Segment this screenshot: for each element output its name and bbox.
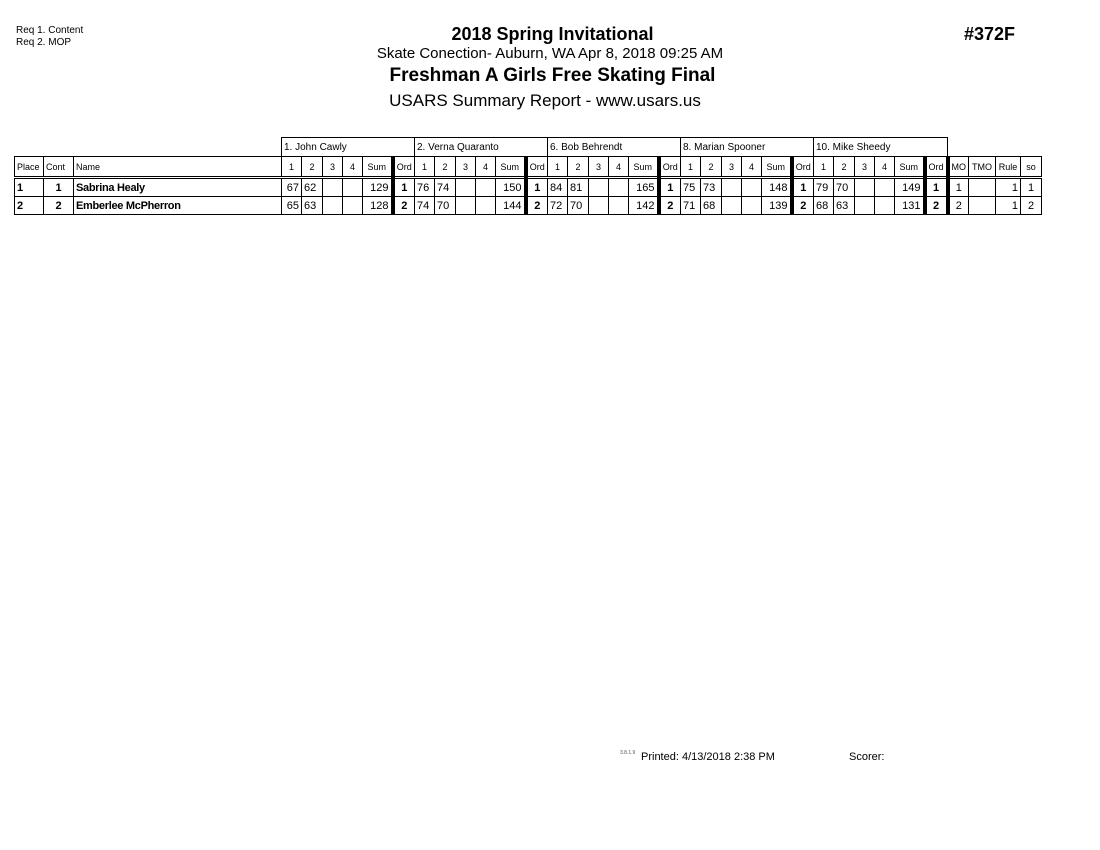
score-1: 76 — [415, 178, 435, 197]
header-score-2: 2 — [302, 157, 323, 178]
skater-name: Sabrina Healy — [74, 178, 282, 197]
judge-3-name: 6. Bob Behrendt — [548, 138, 681, 157]
event-code: #372F — [964, 24, 1016, 44]
score-1: 68 — [814, 197, 834, 215]
header-rule: Rule — [996, 157, 1021, 178]
score-ord: 2 — [659, 197, 681, 215]
header-score-2: 2 — [435, 157, 456, 178]
header-ord: Ord — [393, 157, 415, 178]
score-4 — [609, 197, 629, 215]
score-2: 81 — [568, 178, 589, 197]
judge-5-name: 10. Mike Sheedy — [814, 138, 948, 157]
header-score-4: 4 — [343, 157, 363, 178]
score-ord: 2 — [792, 197, 814, 215]
header-score-3: 3 — [589, 157, 609, 178]
score-3 — [722, 178, 742, 197]
judge-1-name: 1. John Cawly — [282, 138, 415, 157]
score-3 — [323, 197, 343, 215]
header-ord: Ord — [792, 157, 814, 178]
score-1: 79 — [814, 178, 834, 197]
header-cont: Cont — [44, 157, 74, 178]
judge-name-row — [15, 138, 1042, 157]
header-tmo: TMO — [969, 157, 996, 178]
header-ord: Ord — [925, 157, 948, 178]
score-2: 70 — [834, 178, 855, 197]
score-sum: 131 — [895, 197, 925, 215]
score-1: 65 — [282, 197, 302, 215]
score-ord: 1 — [659, 178, 681, 197]
header-score-4: 4 — [742, 157, 762, 178]
header-sum: Sum — [363, 157, 393, 178]
header-so: so — [1021, 157, 1042, 178]
score-3 — [456, 178, 476, 197]
score-4 — [476, 197, 496, 215]
cont-cell: 2 — [44, 197, 74, 215]
score-sum: 149 — [895, 178, 925, 197]
score-2: 70 — [568, 197, 589, 215]
requirement-2: Req 2. MOP — [16, 37, 72, 48]
score-4 — [343, 197, 363, 215]
header-mo: MO — [948, 157, 969, 178]
so-cell: 1 — [1021, 178, 1042, 197]
place-cell: 1 — [15, 178, 44, 197]
header-ord: Ord — [659, 157, 681, 178]
score-1: 84 — [548, 178, 568, 197]
judge-2-name: 2. Verna Quaranto — [415, 138, 548, 157]
score-sum: 148 — [762, 178, 792, 197]
score-sum: 129 — [363, 178, 393, 197]
header-score-2: 2 — [568, 157, 589, 178]
score-4 — [476, 178, 496, 197]
score-sum: 150 — [496, 178, 526, 197]
score-4 — [742, 197, 762, 215]
venue-line: Skate Conection- Auburn, WA Apr 8, 2018 09:25 AM — [376, 45, 724, 62]
header-score-1: 1 — [548, 157, 568, 178]
score-1: 71 — [681, 197, 701, 215]
skater-name: Emberlee McPherron — [74, 197, 282, 215]
header-sum: Sum — [629, 157, 659, 178]
header-score-1: 1 — [814, 157, 834, 178]
score-ord: 1 — [526, 178, 548, 197]
score-3 — [589, 197, 609, 215]
score-sum: 165 — [629, 178, 659, 197]
score-1: 75 — [681, 178, 701, 197]
score-sum: 142 — [629, 197, 659, 215]
score-2: 62 — [302, 178, 323, 197]
version-label: 3.8.1.9 — [620, 750, 636, 756]
header-score-2: 2 — [701, 157, 722, 178]
header-ord: Ord — [526, 157, 548, 178]
score-2: 74 — [435, 178, 456, 197]
score-4 — [343, 178, 363, 197]
score-3 — [855, 178, 875, 197]
event-name: Freshman A Girls Free Skating Final — [389, 65, 716, 86]
printed-timestamp: Printed: 4/13/2018 2:38 PM — [641, 751, 775, 763]
score-3 — [323, 178, 343, 197]
rule-cell: 1 — [996, 178, 1021, 197]
score-sum: 144 — [496, 197, 526, 215]
header-score-3: 3 — [855, 157, 875, 178]
score-4 — [609, 178, 629, 197]
score-4 — [875, 197, 895, 215]
header-score-3: 3 — [456, 157, 476, 178]
header-sum: Sum — [762, 157, 792, 178]
score-1: 67 — [282, 178, 302, 197]
scorer-label: Scorer: — [849, 751, 885, 763]
judge-4-name: 8. Marian Spooner — [681, 138, 814, 157]
score-3 — [855, 197, 875, 215]
score-2: 73 — [701, 178, 722, 197]
score-ord: 2 — [925, 197, 948, 215]
header-score-1: 1 — [282, 157, 302, 178]
tmo-cell — [969, 178, 996, 197]
report-title: 2018 Spring Invitational — [451, 24, 654, 44]
score-1: 72 — [548, 197, 568, 215]
score-ord: 1 — [393, 178, 415, 197]
score-4 — [875, 178, 895, 197]
header-score-4: 4 — [875, 157, 895, 178]
score-3 — [589, 178, 609, 197]
table-row — [15, 178, 1042, 197]
mo-cell: 1 — [948, 178, 969, 197]
score-3 — [722, 197, 742, 215]
mo-cell: 2 — [948, 197, 969, 215]
cont-cell: 1 — [44, 178, 74, 197]
score-2: 70 — [435, 197, 456, 215]
table-row — [15, 197, 1042, 215]
score-ord: 2 — [393, 197, 415, 215]
header-score-1: 1 — [415, 157, 435, 178]
score-ord: 1 — [925, 178, 948, 197]
score-ord: 2 — [526, 197, 548, 215]
score-1: 74 — [415, 197, 435, 215]
score-ord: 1 — [792, 178, 814, 197]
header-sum: Sum — [496, 157, 526, 178]
header-score-3: 3 — [722, 157, 742, 178]
header-sum: Sum — [895, 157, 925, 178]
score-sum: 139 — [762, 197, 792, 215]
score-2: 63 — [302, 197, 323, 215]
so-cell: 2 — [1021, 197, 1042, 215]
header-score-3: 3 — [323, 157, 343, 178]
report-name: USARS Summary Report - www.usars.us — [389, 91, 701, 110]
score-4 — [742, 178, 762, 197]
requirement-1: Req 1. Content — [16, 25, 84, 36]
rule-cell: 1 — [996, 197, 1021, 215]
score-3 — [456, 197, 476, 215]
column-header-row — [15, 157, 1042, 178]
header-name: Name — [74, 157, 282, 178]
score-2: 68 — [701, 197, 722, 215]
header-score-4: 4 — [476, 157, 496, 178]
header-place: Place — [15, 157, 44, 178]
score-sum: 128 — [363, 197, 393, 215]
tmo-cell — [969, 197, 996, 215]
header-score-1: 1 — [681, 157, 701, 178]
results-table — [14, 137, 1042, 215]
score-2: 63 — [834, 197, 855, 215]
place-cell: 2 — [15, 197, 44, 215]
header-score-4: 4 — [609, 157, 629, 178]
header-score-2: 2 — [834, 157, 855, 178]
